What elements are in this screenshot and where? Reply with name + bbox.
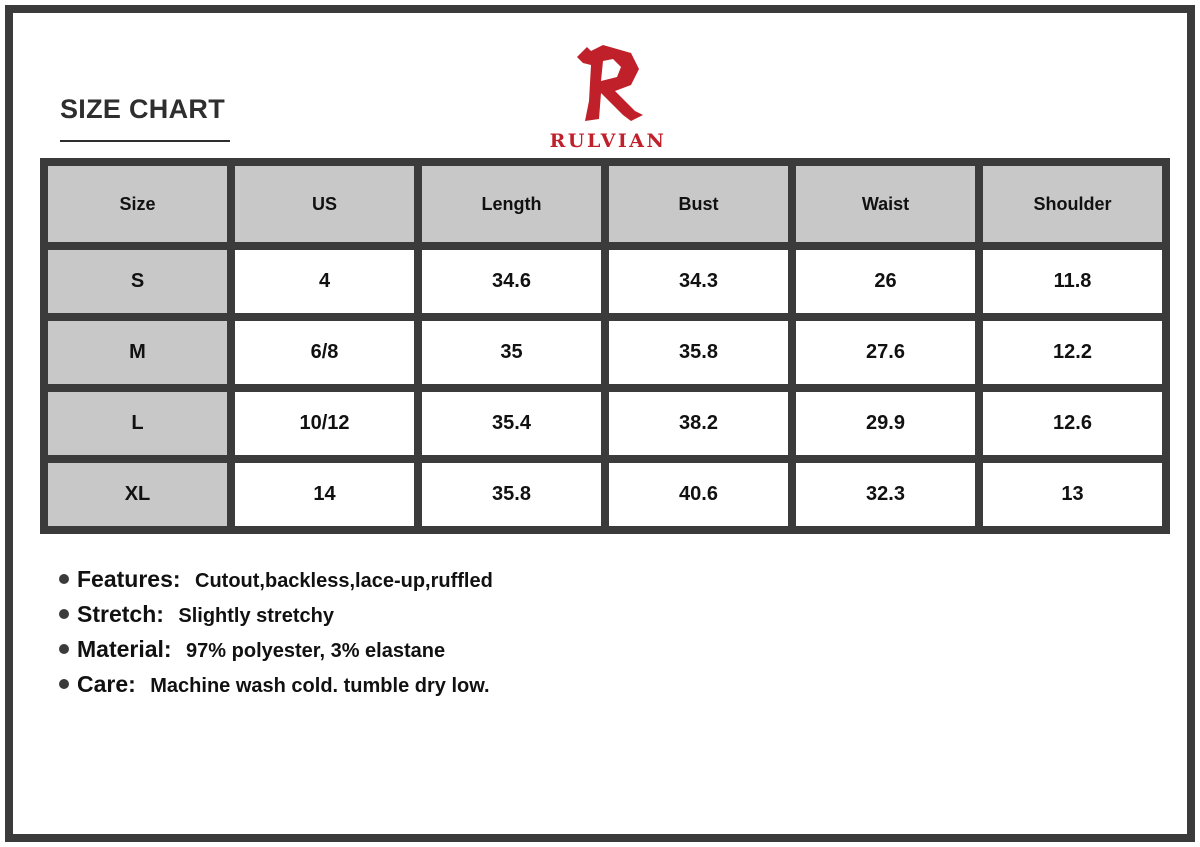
detail-value: Cutout,backless,lace-up,ruffled	[195, 570, 493, 592]
waist-cell: 26	[796, 250, 975, 313]
detail-value: Machine wash cold. tumble dry low.	[150, 675, 490, 697]
page-title: SIZE CHART	[60, 94, 225, 124]
shoulder-cell: 12.2	[983, 321, 1162, 384]
column-header-waist: Waist	[796, 166, 975, 242]
shoulder-cell: 13	[983, 463, 1162, 526]
waist-cell: 32.3	[796, 463, 975, 526]
length-cell: 35	[422, 321, 601, 384]
brand-name: RULVIAN	[549, 130, 667, 152]
detail-value: Slightly stretchy	[178, 605, 334, 627]
stylized-r-logo-icon	[573, 43, 647, 123]
column-header-bust: Bust	[609, 166, 788, 242]
column-header-us: US	[235, 166, 414, 242]
column-header-size: Size	[48, 166, 227, 242]
detail-label: Stretch:	[77, 601, 164, 627]
column-header-shoulder: Shoulder	[983, 166, 1162, 242]
title-underline	[60, 140, 230, 142]
bullet-icon	[59, 574, 69, 584]
bust-cell: 35.8	[609, 321, 788, 384]
detail-label: Material:	[77, 636, 172, 662]
detail-item-care	[59, 667, 493, 702]
table-header-row	[48, 166, 1162, 242]
detail-item-material	[59, 632, 493, 667]
page-frame	[5, 5, 1195, 842]
bust-cell: 38.2	[609, 392, 788, 455]
table-row	[48, 250, 1162, 313]
bust-cell: 40.6	[609, 463, 788, 526]
length-cell: 35.4	[422, 392, 601, 455]
shoulder-cell: 12.6	[983, 392, 1162, 455]
bullet-icon	[59, 609, 69, 619]
product-details-list	[59, 562, 493, 702]
size-cell: M	[48, 321, 227, 384]
detail-item-stretch	[59, 597, 493, 632]
bullet-icon	[59, 644, 69, 654]
table-row	[48, 463, 1162, 526]
detail-label: Features:	[77, 566, 181, 592]
bullet-icon	[59, 679, 69, 689]
size-table	[40, 158, 1170, 534]
size-cell: L	[48, 392, 227, 455]
waist-cell: 27.6	[796, 321, 975, 384]
table-row	[48, 321, 1162, 384]
us-cell: 14	[235, 463, 414, 526]
detail-label: Care:	[77, 671, 136, 697]
size-cell: XL	[48, 463, 227, 526]
detail-value: 97% polyester, 3% elastane	[186, 640, 446, 662]
length-cell: 34.6	[422, 250, 601, 313]
brand-logo	[533, 43, 683, 155]
us-cell: 10/12	[235, 392, 414, 455]
column-header-length: Length	[422, 166, 601, 242]
bust-cell: 34.3	[609, 250, 788, 313]
size-cell: S	[48, 250, 227, 313]
us-cell: 6/8	[235, 321, 414, 384]
shoulder-cell: 11.8	[983, 250, 1162, 313]
table-row	[48, 392, 1162, 455]
waist-cell: 29.9	[796, 392, 975, 455]
detail-item-features	[59, 562, 493, 597]
us-cell: 4	[235, 250, 414, 313]
length-cell: 35.8	[422, 463, 601, 526]
